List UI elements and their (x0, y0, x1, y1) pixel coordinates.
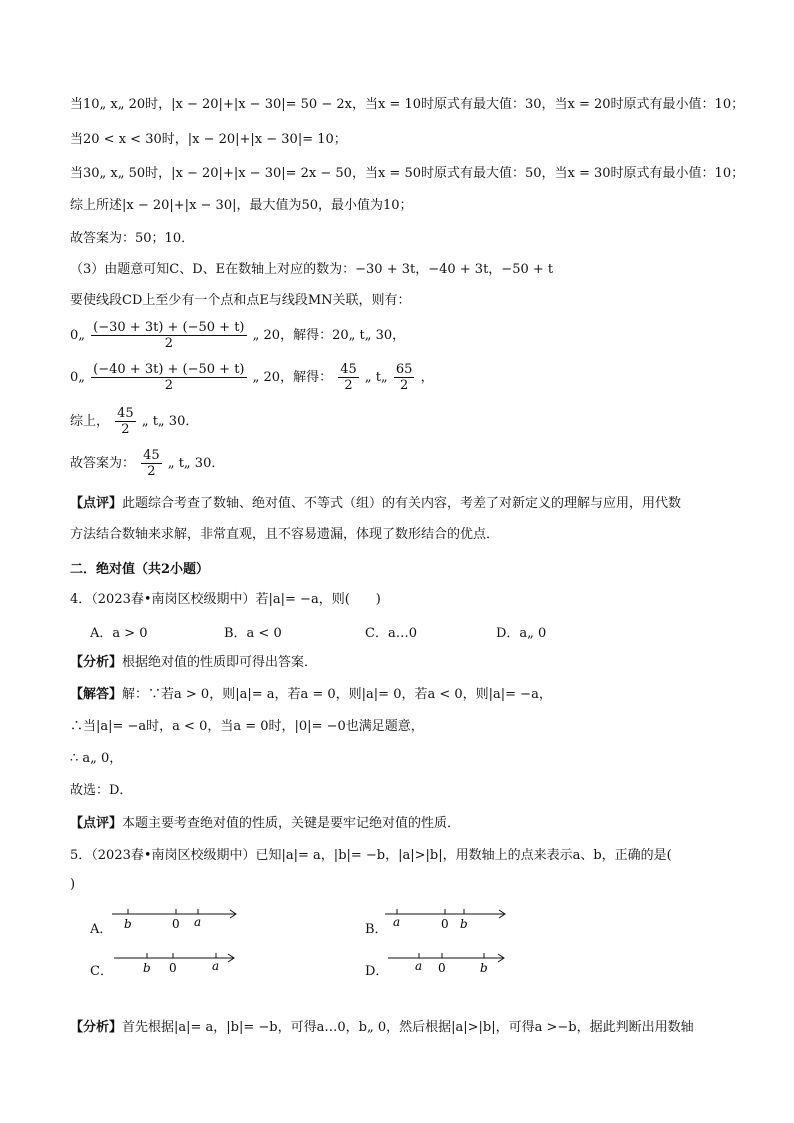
solution-line (70, 686, 552, 704)
label-zero: 0 (172, 917, 180, 931)
fraction-numerator: 45 (143, 448, 160, 463)
q4-option-a: A．a > 0 (90, 626, 148, 641)
comment-line (70, 815, 460, 833)
eq-pre: 0„ (70, 328, 86, 343)
eq-post: „ 20，解得：20„ t„ 30， (252, 328, 406, 343)
comment-tag: 【点评】 (70, 496, 123, 511)
q5-option-b-label: B． (365, 922, 388, 937)
fraction (91, 320, 246, 351)
label-zero: 0 (169, 961, 177, 975)
eq-mid: „ 20，解得： (252, 370, 333, 385)
question-5: 5．（2023春•南岗区校级期中）已知|a|= a，|b|= −b，|a|>|b|，用数轴上的点来表示a、b，正确的是( (70, 848, 672, 863)
fraction (91, 362, 246, 393)
fraction-numerator: (−30 + 3t) + (−50 + t) (93, 320, 245, 335)
fraction (115, 406, 136, 437)
label-zero: 0 (438, 961, 446, 975)
analysis-text: 首先根据|a|= a，|b|= −b，可得a…0，b„ 0，然后根据|a|>|b|，可得a >−b，据此判断出用数轴 (122, 1020, 694, 1035)
label-b: b (124, 917, 132, 931)
text-line: 综上所述|x − 20|+|x − 30|，最大值为50，最小值为10； (70, 198, 413, 213)
number-line-b-svg (385, 906, 515, 934)
summary-prefix: 综上， (70, 414, 110, 429)
text-line: 要使线段CD上至少有一个点和点E与线段MN关联，则有： (70, 293, 411, 308)
q4-option-c: C．a…0 (365, 626, 417, 641)
text-line: 当20 < x < 30时，|x − 20|+|x − 30|= 10； (70, 132, 347, 147)
fraction-denominator: 2 (164, 378, 173, 393)
q5-option-a-label: A． (90, 922, 113, 937)
q4-option-b: B．a < 0 (224, 626, 282, 641)
number-line-c (114, 950, 244, 978)
text-line: ∴当|a|= −a时，a < 0，当a = 0时，|0|= −0也满足题意， (70, 719, 424, 734)
label-a: a (212, 959, 220, 973)
fraction-denominator: 2 (344, 378, 353, 393)
label-b: b (460, 917, 468, 931)
section-heading: 二．绝对值（共2小题） (70, 562, 210, 577)
label-b: b (480, 961, 488, 975)
answer-suffix: „ t„ 30． (167, 456, 225, 471)
fraction-numerator: 45 (340, 362, 357, 377)
fraction-numerator: (−40 + 3t) + (−50 + t) (93, 362, 245, 377)
number-line-d-svg (388, 950, 518, 978)
q4-option-d: D．a„ 0 (496, 626, 547, 641)
fraction-numerator: 45 (117, 406, 134, 421)
equation-line (70, 320, 405, 351)
comment-tag: 【点评】 (70, 816, 123, 831)
analysis-tag: 【分析】 (70, 1020, 123, 1035)
label-b: b (143, 961, 151, 975)
q5-option-d-label: D． (365, 964, 389, 979)
eq-pre: 0„ (70, 370, 86, 385)
number-line-a-svg (112, 906, 242, 934)
comment-text: 此题综合考查了数轴、绝对值、不等式（组）的有关内容，考差了对新定义的理解与应用，用代数 (122, 496, 682, 511)
text-line: 故答案为：50；10． (70, 231, 195, 246)
eq-mid2: „ t„ (364, 370, 388, 385)
fraction (141, 448, 162, 479)
analysis-tag: 【分析】 (70, 655, 123, 670)
text-line: ∴ a„ 0， (70, 751, 123, 766)
fraction (338, 362, 359, 393)
analysis-line (70, 654, 317, 672)
text-line: （3）由题意可知C、D、E在数轴上对应的数为：−30 + 3t，−40 + 3t，−50 + t (70, 262, 554, 277)
question-4: 4．（2023春•南岗区校级期中）若|a|= −a，则( ) (70, 592, 381, 607)
text-line: 当10„ x„ 20时，|x − 20|+|x − 30|= 50 − 2x，当x = 10时原式有最大值：30，当x = 20时原式有最小值：10； (70, 97, 745, 112)
fraction-denominator: 2 (147, 464, 156, 479)
solution-tag: 【解答】 (70, 687, 123, 702)
text-line: 当30„ x„ 50时，|x − 20|+|x − 30|= 2x − 50，当x = 50时原式有最大值：50，当x = 30时原式有最小值：10； (70, 166, 745, 181)
text-line: ) (70, 877, 76, 892)
text-line: 方法结合数轴来求解，非常直观，且不容易遗漏，体现了数形结合的优点． (70, 527, 500, 542)
analysis-line (70, 1019, 694, 1037)
eq-end: ， (420, 370, 434, 385)
equation-line (70, 362, 434, 393)
summary-line (70, 406, 198, 437)
fraction-denominator: 2 (121, 422, 130, 437)
summary-suffix: „ t„ 30． (141, 414, 199, 429)
fraction-numerator: 65 (395, 362, 413, 377)
label-a: a (415, 959, 423, 973)
label-a: a (393, 915, 401, 929)
fraction-denominator: 2 (400, 378, 409, 393)
analysis-text: 根据绝对值的性质即可得出答案． (122, 655, 318, 670)
answer-prefix: 故答案为： (70, 456, 136, 471)
text-line: 故选：D． (70, 783, 133, 798)
fraction-denominator: 2 (164, 336, 173, 351)
fraction (394, 362, 415, 393)
solution-text: 解：∵若a > 0，则|a|= a，若a = 0，则|a|= 0，若a < 0，则|a|= −a， (122, 687, 552, 702)
comment-text: 本题主要考查绝对值的性质，关键是要牢记绝对值的性质． (122, 816, 461, 831)
number-line-a (112, 906, 242, 934)
q5-option-c-label: C． (90, 964, 113, 979)
number-line-b (385, 906, 515, 934)
label-zero: 0 (441, 917, 449, 931)
answer-line (70, 448, 224, 479)
number-line-d (388, 950, 518, 978)
label-a: a (194, 915, 202, 929)
number-line-c-svg (114, 950, 244, 978)
comment-line (70, 495, 681, 513)
